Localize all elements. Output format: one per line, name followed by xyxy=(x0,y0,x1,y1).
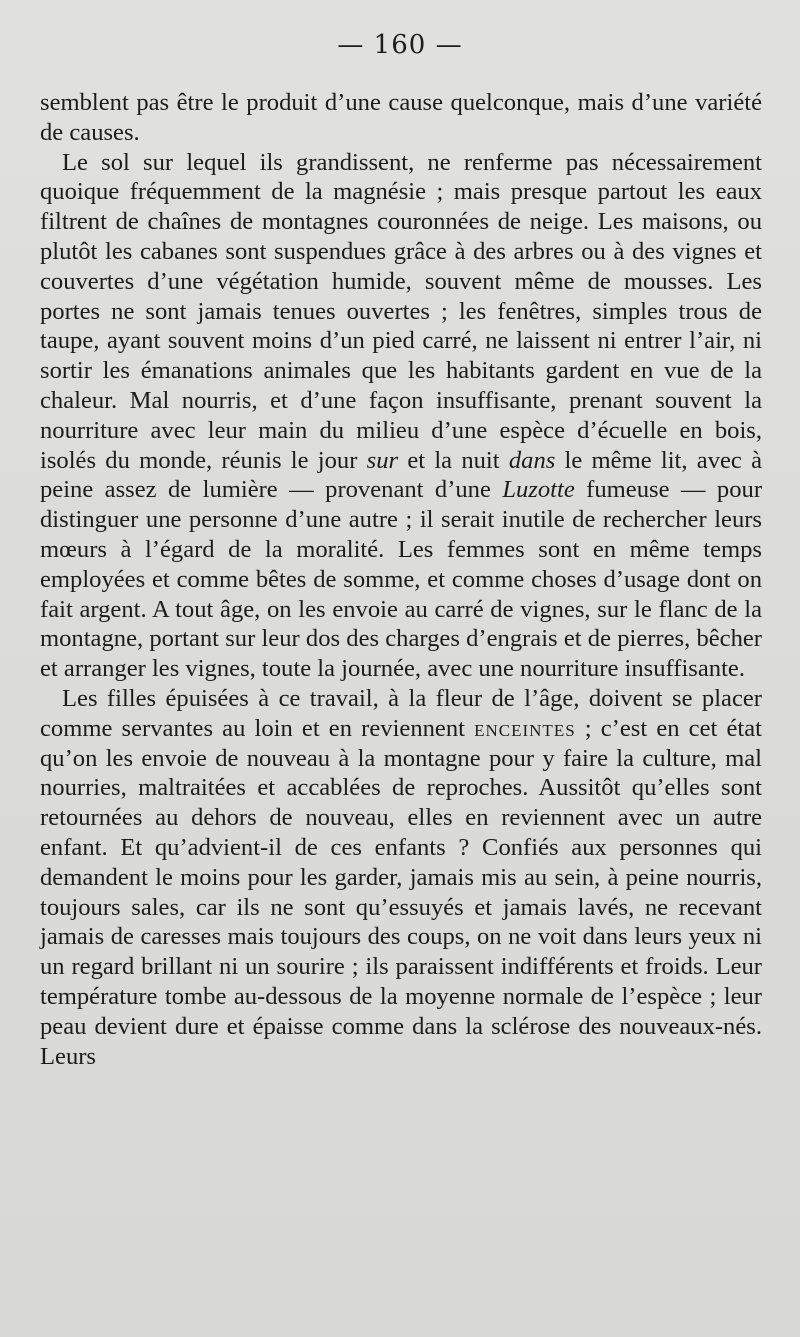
paragraph-1 xyxy=(40,88,762,148)
italic-segment: dans xyxy=(508,446,556,474)
text-segment: Les filles épuisées à ce travail, à la fleur de l’âge, doivent se placer comme servantes au loin et en reviennent xyxy=(40,684,762,742)
italic-segment: Luzotte xyxy=(502,476,575,504)
italic-segment: sur xyxy=(366,446,399,474)
text-segment: fumeuse — pour distinguer une personne d’une autre ; il serait inutile de rechercher leurs mœurs à l’égard de la moralité. Les femmes sont en même temps employées et comme bêtes de somme, et comme choses d’usage dont on fait argent. A tout âge, on les envoie au carré de vignes, sur le flanc de la montagne, portant sur leur dos des charges d’engrais et de pierres, bêcher et arranger les vignes, toute la journée, avec une nourriture insuffisante. xyxy=(40,476,763,683)
text-segment: ; c’est en cet état qu’on les envoie de nouveau à la montagne pour y faire la culture, mal nourries, maltraitées et accablées de reproches. Aussitôt qu’elles sont retournées au dehors de nouveau, elles en reviennent avec un autre enfant. Et qu’advient-il de ces enfants ? Confiés aux personnes qui demandent le moins pour les garder, jamais mis au sein, à peine nourris, toujours sales, car ils ne sont qu’essuyés et jamais lavés, ne recevant jamais de caresses mais toujours des coups, on ne voit dans leurs yeux ni un regard brillant ni un sourire ; ils paraissent indifférents et froids. Leur température tombe au-dessous de la moyenne normale de l’espèce ; leur peau devient dure et épaisse comme dans la sclérose des nouveaux-nés. Leurs xyxy=(40,714,762,1070)
page-number: — 160 — xyxy=(337,30,463,60)
text-segment: et la nuit xyxy=(398,446,509,474)
paragraph-3 xyxy=(40,684,762,1071)
paragraph-2 xyxy=(40,148,762,684)
text-segment: Le sol sur lequel ils grandissent, ne renferme pas nécessairement quoique fréquemment de la magnésie ; mais presque partout les eaux filtrent de chaînes de montagnes couronnées de neige. Les maisons, ou plutôt les cabanes sont suspendues grâce à des arbres ou à des vignes et couvertes d’une végétation humide, souvent même de mousses. Les portes ne sont jamais tenues ouvertes ; les fenêtres, simples trous de taupe, ayant souvent moins d’un pied carré, ne laissent ni entrer l’air, ni sortir les émanations animales que les habitants gardent en vue de la chaleur. Mal nourris, et d’une façon insuffisante, prenant souvent la nourriture avec leur main du milieu d’une espèce d’écuelle en bois, isolés du monde, réunis le jour xyxy=(40,148,762,474)
text-segment: semblent pas être le produit d’une cause quelconque, mais d’une variété de causes. xyxy=(40,89,762,146)
body-text xyxy=(40,88,762,1071)
smallcaps-segment: enceintes xyxy=(474,714,576,742)
text-segment: le même lit, avec à peine assez de lumière — provenant d’une xyxy=(40,446,762,504)
